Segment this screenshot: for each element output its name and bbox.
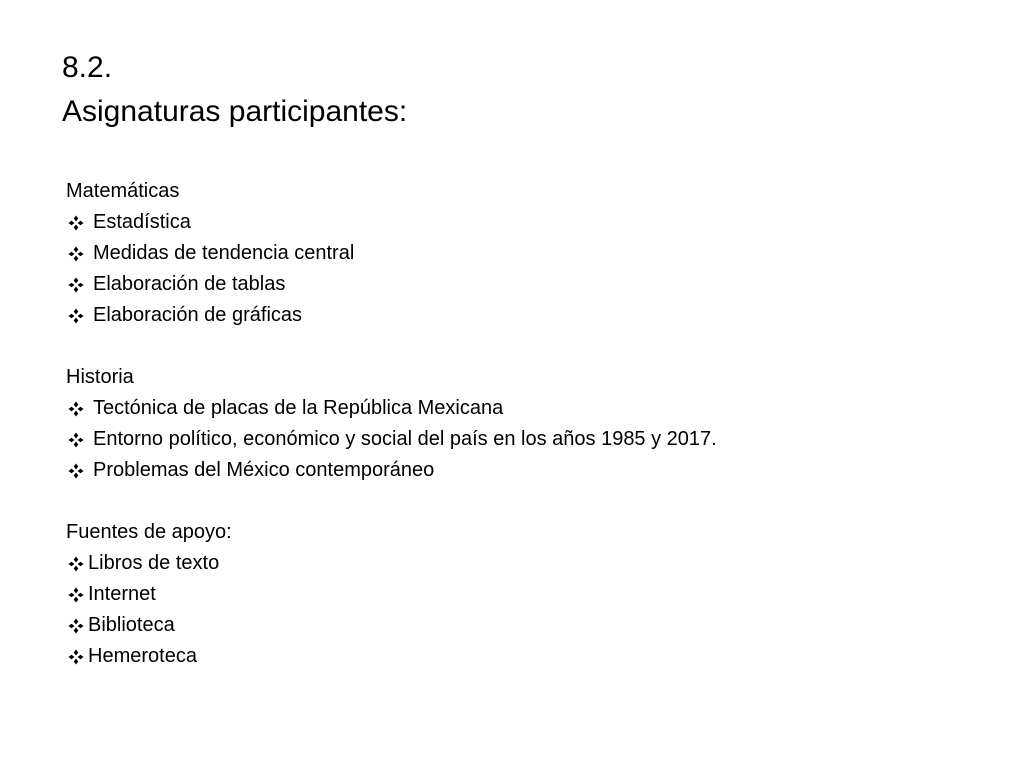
list-item — [66, 579, 717, 610]
list-item — [66, 269, 717, 300]
four-diamond-bullet-icon — [66, 647, 86, 667]
list-item-text: Elaboración de gráficas — [93, 304, 303, 326]
list-item-text: Tectónica de placas de la República Mexicana — [93, 397, 504, 419]
list-item — [66, 610, 717, 641]
list-item-text: Elaboración de tablas — [93, 273, 286, 295]
list-item-text: Problemas del México contemporáneo — [93, 459, 435, 481]
four-diamond-bullet-icon — [66, 213, 86, 233]
four-diamond-bullet-icon — [66, 461, 86, 481]
slide-heading: Asignaturas participantes: — [62, 95, 408, 128]
list-item-text: Medidas de tendencia central — [93, 242, 355, 264]
list-item — [66, 393, 717, 424]
list-item — [66, 207, 717, 238]
section-matematicas — [66, 176, 717, 331]
slide-title — [62, 46, 407, 134]
list-item-text: Estadística — [93, 211, 191, 233]
section-heading: Historia — [66, 366, 134, 388]
section-heading: Matemáticas — [66, 180, 180, 202]
four-diamond-bullet-icon — [66, 244, 86, 264]
list-item — [66, 641, 717, 672]
list-item — [66, 300, 717, 331]
slide-content — [66, 176, 717, 672]
list-item-text: Entorno político, económico y social del país en los años 1985 y 2017. — [93, 428, 717, 450]
list-item-text: Hemeroteca — [88, 645, 197, 667]
four-diamond-bullet-icon — [66, 616, 86, 636]
section-heading: Fuentes de apoyo: — [66, 521, 232, 543]
four-diamond-bullet-icon — [66, 430, 86, 450]
four-diamond-bullet-icon — [66, 306, 86, 326]
four-diamond-bullet-icon — [66, 275, 86, 295]
four-diamond-bullet-icon — [66, 585, 86, 605]
section-fuentes-de-apoyo — [66, 517, 717, 672]
section-number: 8.2. — [62, 51, 113, 84]
list-item-text: Libros de texto — [88, 552, 220, 574]
list-item — [66, 424, 717, 455]
four-diamond-bullet-icon — [66, 554, 86, 574]
list-item-text: Internet — [88, 583, 156, 605]
section-historia — [66, 362, 717, 486]
list-item-text: Biblioteca — [88, 614, 175, 636]
four-diamond-bullet-icon — [66, 399, 86, 419]
list-item — [66, 548, 717, 579]
list-item — [66, 238, 717, 269]
list-item — [66, 455, 717, 486]
